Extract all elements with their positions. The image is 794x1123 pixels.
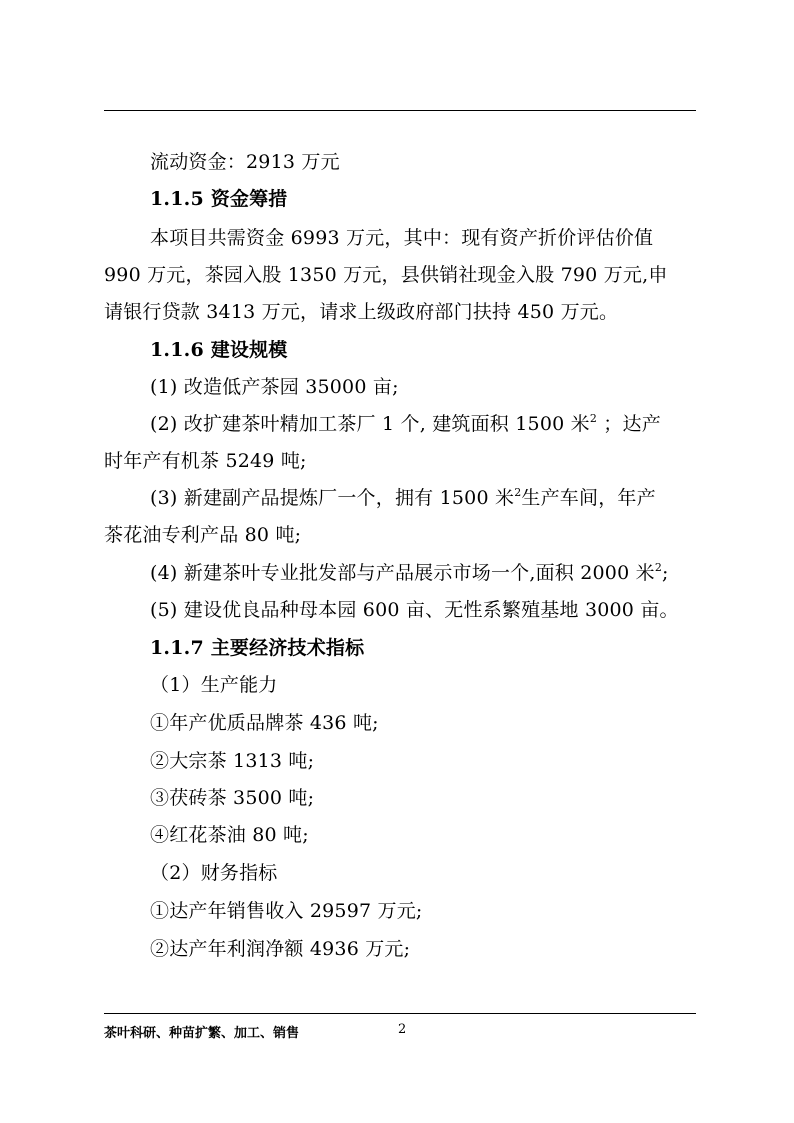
text-line: 茶花油专利产品 80 吨; bbox=[104, 524, 302, 546]
text-line: (1) 改造低产茶园 35000 亩; bbox=[150, 376, 399, 398]
text-segment: ；达产 bbox=[603, 413, 661, 435]
superscript: 2 bbox=[654, 561, 663, 574]
text-segment: ; bbox=[662, 562, 669, 584]
text-segment: (2) 改扩建茶叶精加工茶厂 1 个, 建筑面积 1500 米 bbox=[150, 413, 590, 435]
text-line: ③茯砖茶 3500 吨; bbox=[150, 787, 315, 809]
section-heading: 1.1.6 建设规模 bbox=[150, 339, 288, 361]
text-segment: 生产车间，年产 bbox=[521, 487, 656, 509]
footer-rule bbox=[104, 1013, 696, 1014]
header-rule bbox=[104, 110, 696, 111]
superscript: 2 bbox=[589, 412, 598, 425]
text-line: 990 万元，茶园入股 1350 万元，县供销社现金入股 790 万元,申 bbox=[104, 264, 668, 286]
text-line bbox=[150, 412, 661, 439]
text-segment: (3) 新建副产品提炼厂一个，拥有 1500 米 bbox=[150, 487, 515, 509]
section-heading: 1.1.5 资金筹措 bbox=[150, 188, 288, 210]
text-line: ②达产年利润净额 4936 万元; bbox=[150, 938, 411, 960]
text-line bbox=[150, 486, 656, 513]
text-line bbox=[150, 561, 669, 588]
text-line: (5) 建设优良品种母本园 600 亩、无性系繁殖基地 3000 亩。 bbox=[150, 599, 679, 621]
text-line: 时年产有机茶 5249 吨; bbox=[104, 450, 307, 472]
section-heading: 1.1.7 主要经济技术指标 bbox=[150, 637, 365, 659]
footer-title: 茶叶科研、种苗扩繁、加工、销售 bbox=[104, 1026, 300, 1041]
page-number: 2 bbox=[398, 1022, 407, 1037]
text-line: 本项目共需资金 6993 万元，其中：现有资产折价评估价值 bbox=[150, 227, 654, 249]
text-line: ①年产优质品牌茶 436 吨; bbox=[150, 712, 379, 734]
text-line: ④红花茶油 80 吨; bbox=[150, 824, 309, 846]
text-line: 流动资金：2913 万元 bbox=[150, 151, 340, 173]
text-line: 请银行贷款 3413 万元，请求上级政府部门扶持 450 万元。 bbox=[104, 301, 619, 323]
text-line: （1）生产能力 bbox=[150, 674, 278, 696]
superscript: 2 bbox=[514, 486, 522, 499]
text-segment: (4) 新建茶叶专业批发部与产品展示市场一个,面积 2000 米 bbox=[150, 562, 655, 584]
text-line: ②大宗茶 1313 吨; bbox=[150, 750, 315, 772]
text-line: （2）财务指标 bbox=[150, 862, 278, 884]
text-line: ①达产年销售收入 29597 万元; bbox=[150, 900, 423, 922]
